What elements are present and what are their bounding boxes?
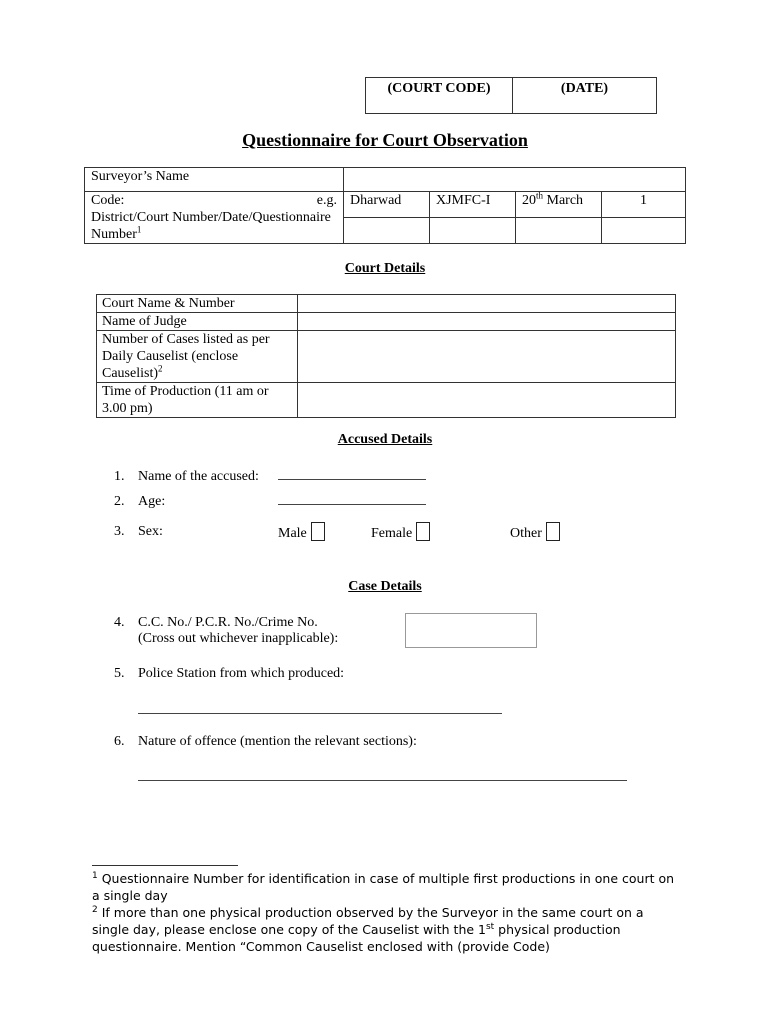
male-checkbox[interactable]	[311, 522, 325, 541]
example-date-sup: th	[536, 190, 544, 201]
female-checkbox[interactable]	[416, 522, 430, 541]
footnote-sup: st	[485, 921, 495, 932]
court-row-label: Time of Production (11 am or 3.00 pm)	[97, 383, 298, 418]
page-title: Questionnaire for Court Observation	[242, 130, 528, 150]
example-district: Dharwad	[344, 192, 430, 218]
age-field[interactable]	[278, 489, 426, 505]
court-details-table	[96, 294, 676, 418]
court-row-label: Name of Judge	[97, 313, 298, 331]
sex-option-female	[371, 522, 430, 542]
item-label: Age:	[138, 494, 166, 509]
item-label: Police Station from which produced:	[138, 666, 345, 681]
item-number: 5.	[114, 666, 125, 681]
court-field[interactable]	[430, 218, 516, 244]
footnote-2	[92, 904, 682, 955]
police-station-field[interactable]	[138, 713, 502, 714]
code-label-main: Code:	[91, 193, 125, 208]
code-label-desc: District/Court Number/Date/Questionnaire Number	[91, 210, 331, 242]
sex-option-label: Female	[371, 526, 413, 541]
item-label: Name of the accused:	[138, 469, 259, 484]
example-date-day: 20	[522, 193, 536, 208]
date-cell[interactable]: (DATE)	[513, 78, 657, 114]
footnote-text: Questionnaire Number for identification in case of multiple first productions in one court on a single day	[92, 871, 675, 903]
court-code-cell[interactable]: (COURT CODE)	[366, 78, 513, 114]
sex-option-other	[510, 522, 560, 542]
item-number: 2.	[114, 494, 125, 509]
example-qnum: 1	[602, 192, 686, 218]
sex-option-label: Other	[510, 526, 542, 541]
cases-label: Number of Cases listed as per Daily Causelist (enclose Causelist)	[102, 332, 270, 381]
footnote-mark: 2	[92, 904, 98, 915]
footnote-ref-2: 2	[158, 363, 163, 374]
production-time-field[interactable]	[298, 383, 676, 418]
item-number: 6.	[114, 734, 125, 749]
court-details-heading: Court Details	[344, 261, 426, 276]
item-label: C.C. No./ P.C.R. No./Crime No.	[138, 615, 318, 630]
offence-field[interactable]	[138, 780, 627, 781]
list-item	[114, 524, 574, 540]
item-label: Sex:	[138, 524, 163, 539]
example-court: XJMFC-I	[430, 192, 516, 218]
footnote-mark: 1	[92, 870, 98, 881]
list-item	[114, 489, 426, 510]
case-number-field[interactable]	[405, 613, 537, 648]
list-item	[114, 464, 426, 485]
accused-name-field[interactable]	[278, 464, 426, 480]
surveyor-name-field[interactable]	[344, 168, 686, 192]
qnum-field[interactable]	[602, 218, 686, 244]
footnote-divider	[92, 865, 238, 866]
surveyor-table	[84, 167, 686, 244]
example-date	[516, 192, 602, 218]
cases-field[interactable]	[298, 331, 676, 383]
judge-name-field[interactable]	[298, 313, 676, 331]
example-date-month: March	[546, 193, 584, 208]
district-field[interactable]	[344, 218, 430, 244]
item-number: 1.	[114, 469, 125, 484]
item-label: Nature of offence (mention the relevant sections):	[138, 734, 417, 749]
footnote-1	[92, 870, 682, 904]
court-row-label: Court Name & Number	[97, 295, 298, 313]
code-label-eg: e.g.	[316, 193, 337, 208]
item-number: 3.	[114, 524, 125, 539]
list-item	[114, 734, 417, 750]
list-item	[114, 666, 344, 682]
item-label-sub: (Cross out whichever inapplicable):	[138, 631, 339, 646]
footnote-ref-1: 1	[136, 224, 142, 235]
case-details-heading: Case Details	[348, 579, 422, 594]
court-code-date-box	[365, 77, 657, 114]
court-name-field[interactable]	[298, 295, 676, 313]
court-row-label	[97, 331, 298, 383]
accused-details-heading: Accused Details	[337, 432, 433, 447]
footnote-text-cont: physical production questionnaire. Mention “Common Causelist enclosed with (provide Code)	[92, 922, 621, 954]
sex-option-label: Male	[278, 526, 307, 541]
other-checkbox[interactable]	[546, 522, 560, 541]
date-field[interactable]	[516, 218, 602, 244]
item-number: 4.	[114, 615, 125, 630]
list-item	[114, 615, 338, 647]
footnote-text: If more than one physical production observed by the Surveyor in the same court on a single day, please enclose one copy of the Causelist with the 1	[92, 905, 644, 937]
surveyor-name-label: Surveyor’s Name	[85, 168, 344, 192]
code-label	[85, 192, 344, 244]
sex-option-male	[278, 522, 325, 542]
